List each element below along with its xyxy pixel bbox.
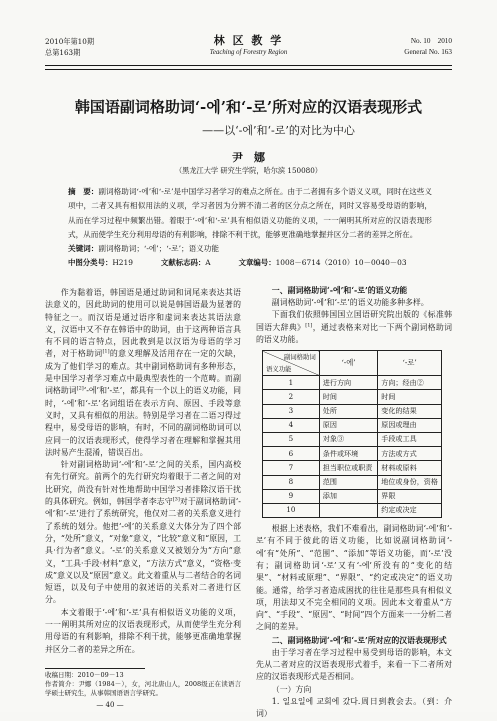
cell-e: 时间 [319,390,377,404]
table-row [263,418,442,432]
author-bio: 作者简介：尹娜（1984－），女，河北唐山人，2008级正在读语言学硕士研究生，从事韩国语语言学研究。 [45,680,241,697]
cell-e [319,503,377,517]
body-paragraph [45,459,241,607]
article-author: 尹 娜 [232,151,265,164]
clc-value: H219 [112,258,133,267]
cell-ro: 变化的结果 [378,404,442,418]
section-heading: 二、副词格助词‘-에’和‘-로’所对应的汉语表现形式 [271,635,447,645]
table-row [263,461,442,475]
body-paragraph: 由于学习者在学习过程中易受到母语的影响，本文先从二者对应的汉语表现形式着手，来看一下二者所对应的汉语表现形式是否相同。 [256,647,452,682]
column-header-e: ‘-에’ [319,351,377,376]
cell-e: 条件或环境 [319,447,377,461]
issue-number: 2010年第10期 [45,37,95,46]
table-header-row [263,351,442,376]
footnote [45,671,241,698]
row-number: 10 [263,503,320,517]
row-number: 8 [263,475,320,489]
article-no-label: 文章编号： [238,258,276,267]
article-title: 韩国语副词格助词‘-에’和‘-로’所对应的汉语表现形式 [74,98,423,116]
table-row [263,390,442,404]
header-issue-right [404,36,452,58]
cell-ro: 方向；经由② [378,376,442,390]
body-paragraph: 本文着眼于‘-에’和‘-로’具有相似语义功能的义项，一一阐明其所对应的汉语表现形式，从而使学生充分利用母语的有利影响，排除不利干扰，能够更准确地掌握并区分二者的差异之所在。 [45,607,241,654]
issue-number-en: No. 10 2010 [410,37,452,45]
article-no-value: 1008－6714（2010）10－0040－03 [275,258,407,267]
reference-mark: [2] [76,385,84,392]
subsection-heading: （一）方向 [271,684,312,694]
semantic-function-table [262,350,442,518]
cell-e: 对象③ [319,432,377,446]
cell-e: 原因 [319,418,377,432]
author-affiliation: （黑龙江大学 研究生学院，哈尔滨 150080） [174,166,322,175]
body-paragraph [256,309,452,346]
cell-ro: 原因或理由 [378,418,442,432]
table-row [263,404,442,418]
row-number: 9 [263,489,320,503]
column-header-ro: ‘-로’ [378,351,442,376]
section-heading: 一、副词格助词‘-에’和‘-로’的语义功能 [271,286,408,295]
paragraph-text: 下面我们依照韩国国立国语研究院出版的《标准韩国语大辞典》 [256,310,452,332]
keywords [68,242,432,256]
page-number: — 40 — [96,701,124,709]
reference-mark: [3] [172,496,180,503]
cell-ro: 手段或工具 [378,432,442,446]
header-rule [45,65,452,70]
row-number: 6 [263,447,320,461]
corner-label-bottom: 语义功能 [266,365,292,374]
paragraph-text: ‘-에’和‘-로’，都具有一个以上的语义功能，同时，‘-에’和‘-로’名词组语在表示方向、原因、手段等意义时，又具有相似的用法。特别是学习者在二语习得过程中，易受母语的影响，有时，不同的副词格助词可以应同一的汉语表现形式，使得学习者在理解和掌握其用法时易产生混淆，错误百出。 [45,386,241,457]
row-number: 5 [263,432,320,446]
keywords-text: 副词格助词；‘-에’；‘-로’；语义功能 [98,244,219,253]
table-corner-cell [263,351,320,376]
table-row [263,503,442,517]
reference-mark: [1] [102,348,110,355]
journal-name-cn: 林 区 教 学 [213,34,284,47]
received-date: 收稿日期：2010－09－13 [45,671,124,679]
row-number: 2 [263,390,320,404]
keywords-label: 关键词： [68,244,99,253]
abstract-label: 摘 要： [68,187,99,196]
table-row [263,376,442,390]
cell-ro: 界限 [378,489,442,503]
example-sentence: 1. 일요일에 교회에 갔다.周日到教会去。（到：介词） [256,696,452,719]
body-paragraph: 根据上述表格，我们不难看出，副词格助词‘-에’和‘-로’有不同于彼此的语义功能，比如说副词格助词‘-에’有“处所”、“范围”、“添加”等语义功能，而‘-로’没有；副词格助词‘-로’又有‘-에’所没有的“变化的结果”、“材料或原理”、“界限”、“约定或决定”的语义功能。通常，给学习者造成困扰的往往是那些具有相似义项，用法却又不完全相同的义项。因此本文着重从“方向”、“手段”、“原因”、“时间”四个方面来一一分析二者之间的差异。 [256,524,452,632]
table-row [263,475,442,489]
cell-ro: 约定或决定 [378,503,442,517]
right-column [256,284,452,719]
corner-label-top: 副词格助词 [283,353,316,362]
doc-code-value: A [205,258,211,267]
paragraph-text: 作为黏着语，韩国语是通过助词和词尾来表达其语法意义的，因此助词的使用可以说是韩国语最为显著的特征之一。而汉语是通过语序和虚词来表达其语法意义，汉语中又不存在韩语中的助词，由于这两种语言具有不同的语言特点，因此教到是以汉语为母语的学习者，对于格助词 [45,288,241,359]
classification-line [68,256,432,270]
table-row [263,447,442,461]
cell-ro: 材料或原料 [378,461,442,475]
cell-ro: 方法或方式 [378,447,442,461]
cell-e: 范围 [319,475,377,489]
paragraph-text: ，通过表格来对比一下两个副词格助词的语义功能。 [256,322,452,344]
journal-name-en: Teaching of Forestry Region [209,49,288,56]
paragraph-text: 针对副词格助词‘-에’和‘-로’之间的关系，国内高校有先行研究。前两个的先行研究均着眼于二者之间的对比研究，尚没有针对性地帮助中国学习者排除汉语干扰的具体研究。例如，韩国学者李志守 [45,460,241,507]
table-row [263,489,442,503]
row-number: 3 [263,404,320,418]
article-subtitle: ——以‘-에’和‘-로’的对比为中心 [202,124,355,137]
general-number-en: General No. 163 [404,48,452,56]
row-number: 1 [263,376,320,390]
body-paragraph [45,287,241,459]
cell-ro: 地位或身份，资格 [378,475,442,489]
cell-e: 进行方向 [319,376,377,390]
table-row [263,432,442,446]
row-number: 4 [263,418,320,432]
footnote-rule [45,668,145,669]
cell-e: 添加 [319,489,377,503]
reference-mark: [1] [305,321,313,328]
paragraph-text: 的意义理解及活用存在一定的欠缺，成为了他们学习的难点。其中副词格助词有多种形态，是中国学习者学习难点中最典型表性的一个范畴。而副词格助词 [45,349,241,396]
cell-ro: 时间 [378,390,442,404]
paragraph-text: 对于副词格助词‘-에’和‘-로’进行了系统研究，他仅对二者的关系意义进行了系统的划分。他把‘-에’的关系意义大体分为了四个部分，“处所”意义，“对象”意义，“比较”意义和“原因，工具·行为者”意义。‘-로’的关系意义又被划分为“方向”意义，“工具·手段·材料”意义，“方法方式”意义，“资格·变成”意义以及“原因”意义。此文着重从与二者结合的名词短语，以及句子中使用的叙述语的关系对二者进行区分。 [45,497,241,605]
abstract-text: 副词格助词‘-에’和‘-로’是中国学习者学习的难点之所在。由于二者拥有多个语义义项，同时在这些义项中，二者又具有相似用法的义项，学习者因为分辨不清二者的区分点之所在，同时又容易受母语的影响，从而在学习过程中频繁出错。着眼于‘-에’和‘-로’具有相似语义功能的义项，一一阐明其所对应的汉语表现形式，从而使学生充分利用母语的有利影响，排除不利干扰，能够更准确地掌握并区分二者的差异之所在。 [68,187,433,240]
left-column [45,287,241,667]
clc-label: 中图分类号： [68,258,113,267]
row-number: 7 [263,461,320,475]
total-issue-number: 总第163期 [45,48,81,57]
cell-e: 处所 [319,404,377,418]
abstract [68,185,432,243]
doc-code-label: 文献标志码： [160,258,206,267]
body-paragraph: 副词格助词‘-에’和‘-로’的语义功能多种多样。 [271,298,429,307]
cell-e: 担当职位或职责 [319,461,377,475]
